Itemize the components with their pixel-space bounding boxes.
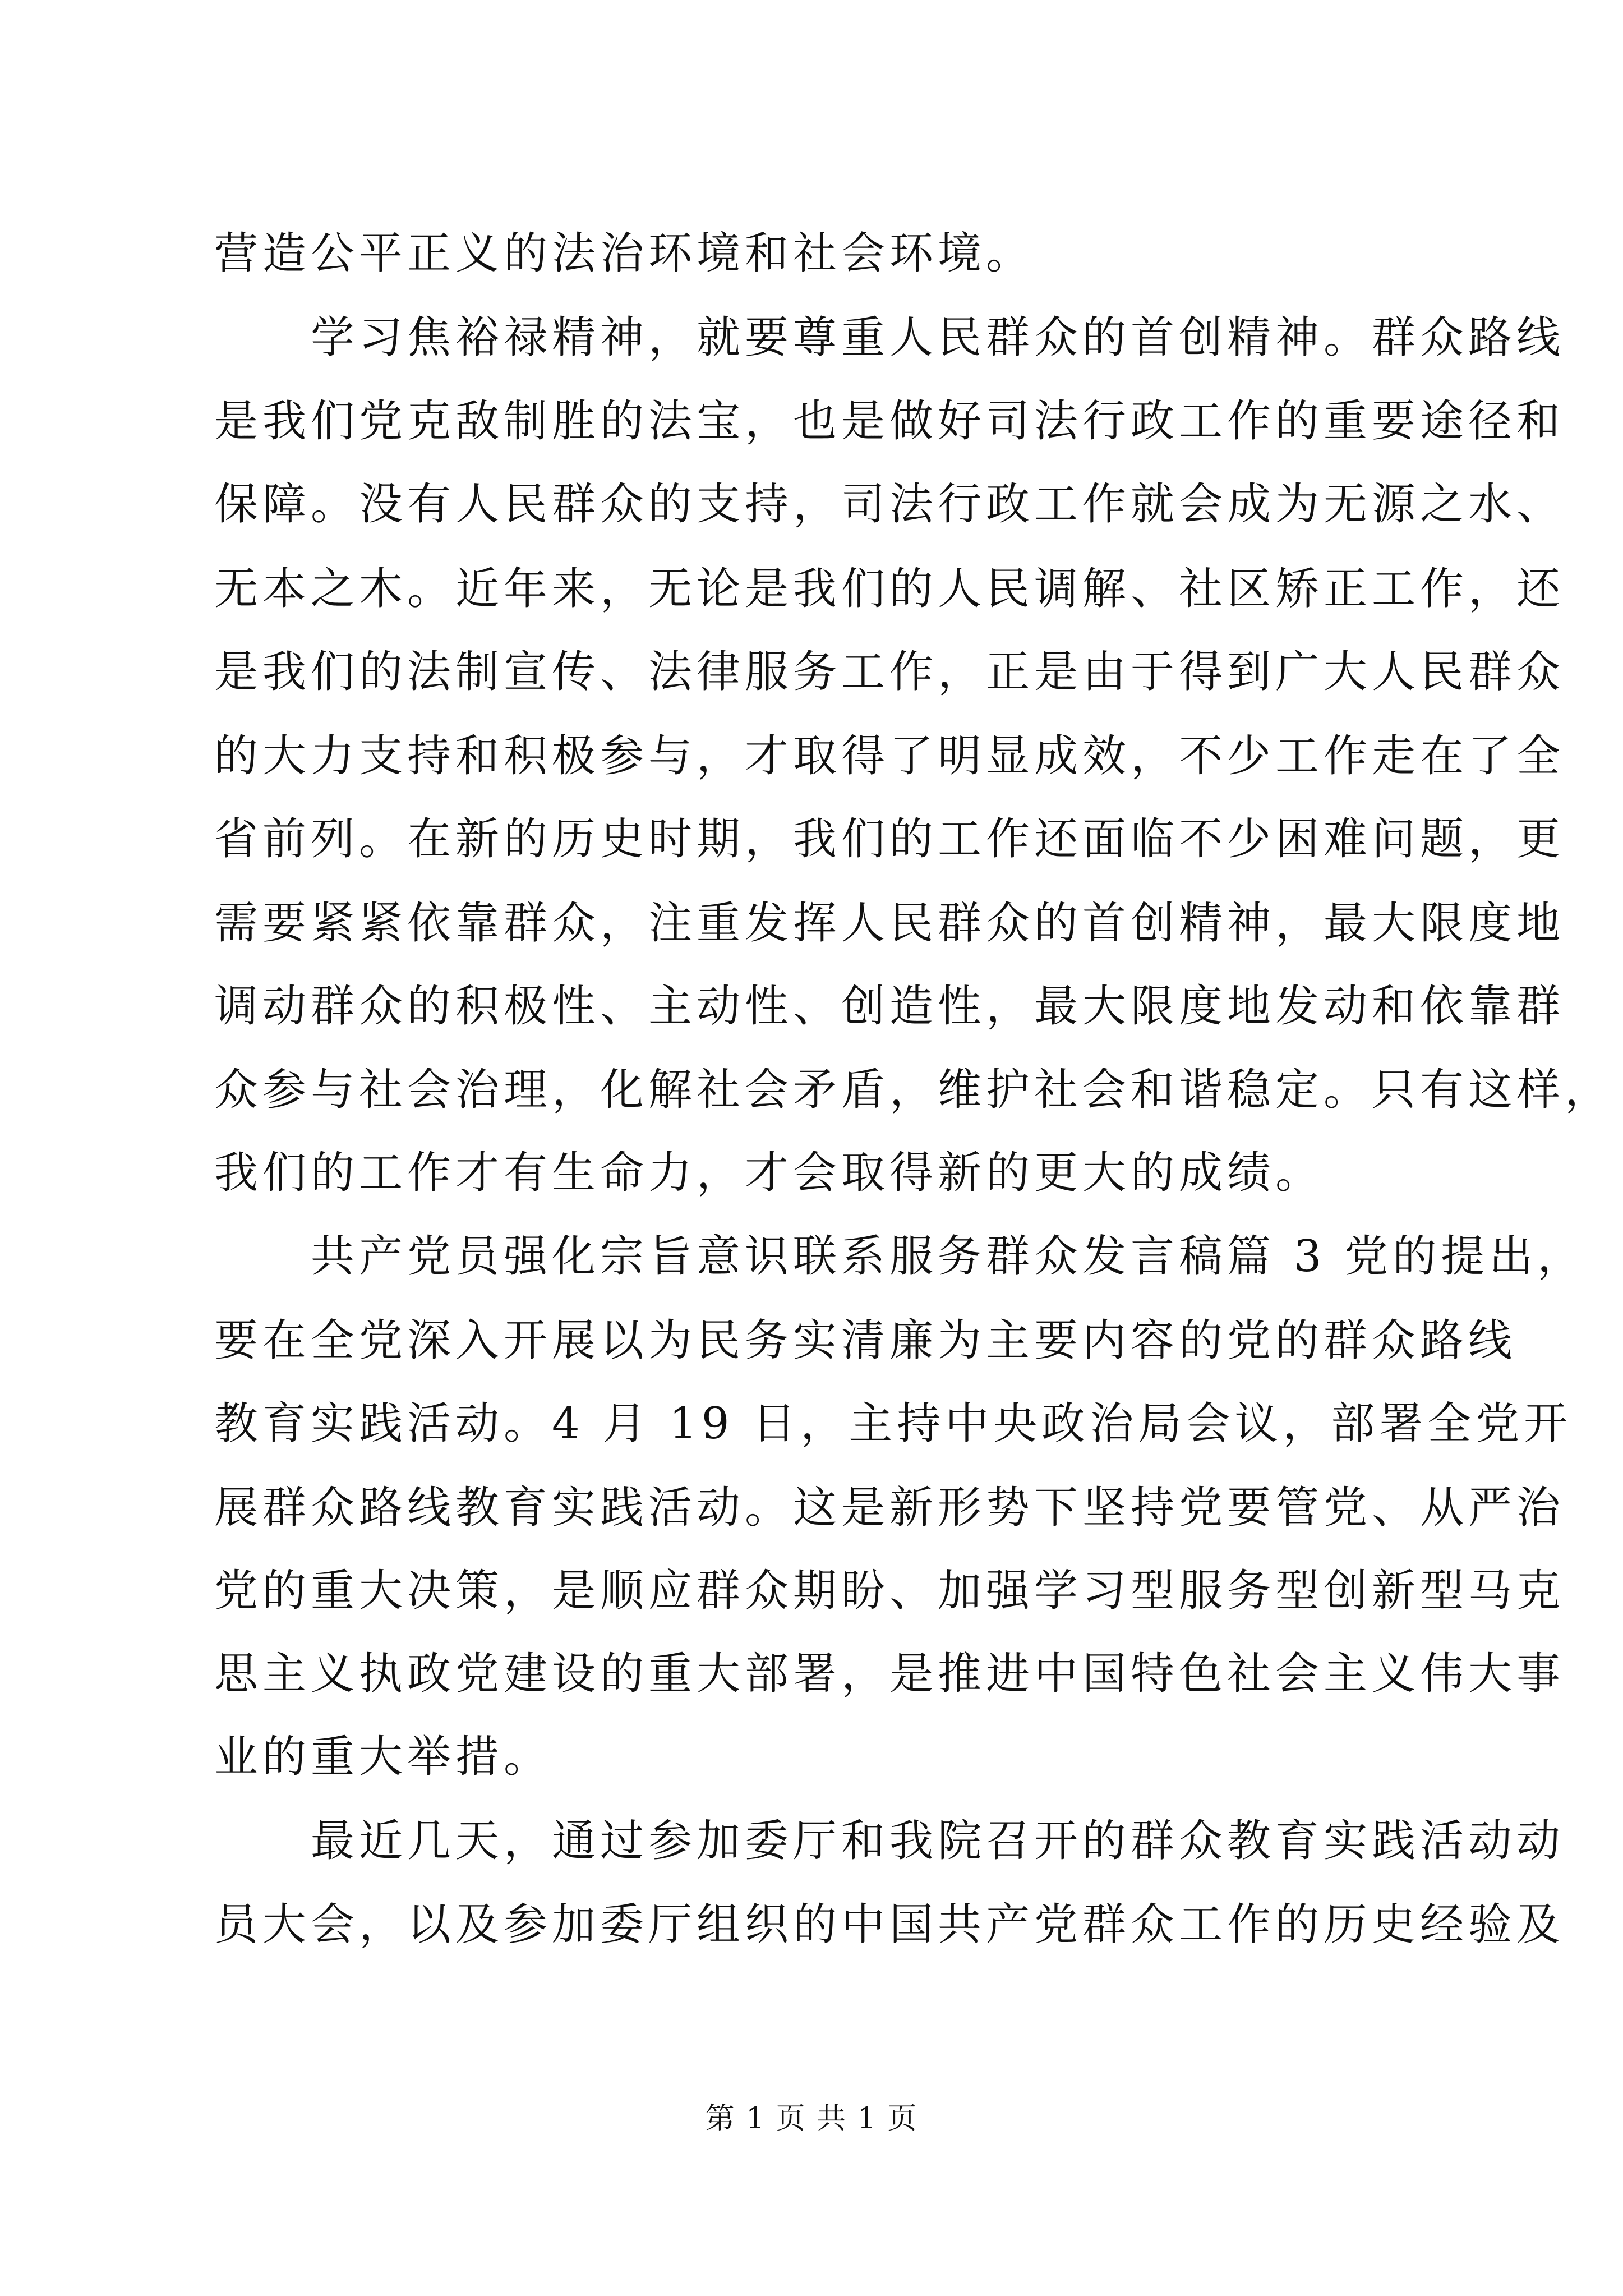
- text-line: 思主义执政党建设的重大部署，是推进中国特色社会主义伟大事: [214, 1649, 1565, 1699]
- text-line: 共产党员强化宗旨意识联系服务群众发言稿篇 3 党的提出，: [214, 1231, 1586, 1282]
- text-line: 员大会，以及参加委厅组织的中国共产党群众工作的历史经验及: [214, 1899, 1565, 1950]
- text-line: 无本之木。近年来，无论是我们的人民调解、社区矫正工作，还: [214, 564, 1565, 614]
- text-line: 业的重大举措。: [214, 1732, 552, 1782]
- text-line: 需要紧紧依靠群众，注重发挥人民群众的首创精神，最大限度地: [214, 898, 1565, 949]
- text-line: 要在全党深入开展以为民务实清廉为主要内容的党的群众路线: [214, 1315, 1517, 1366]
- text-line: 教育实践活动。4 月 19 日，主持中央政治局会议，部署全党开: [214, 1398, 1573, 1449]
- text-line: 众参与社会治理，化解社会矛盾，维护社会和谐稳定。只有这样，: [214, 1065, 1613, 1115]
- text-line: 保障。没有人民群众的支持，司法行政工作就会成为无源之水、: [214, 479, 1565, 530]
- text-line: 最近几天，通过参加委厅和我院召开的群众教育实践活动动: [214, 1816, 1565, 1866]
- page-footer: 第 1 页 共 1 页: [705, 2102, 918, 2136]
- text-line: 调动群众的积极性、主动性、创造性，最大限度地发动和依靠群: [214, 981, 1565, 1032]
- text-line: 是我们党克敌制胜的法宝，也是做好司法行政工作的重要途径和: [214, 396, 1565, 447]
- text-line: 党的重大决策，是顺应群众期盼、加强学习型服务型创新型马克: [214, 1566, 1565, 1616]
- text-line: 展群众路线教育实践活动。这是新形势下坚持党要管党、从严治: [214, 1483, 1565, 1533]
- text-line: 营造公平正义的法治环境和社会环境。: [214, 228, 1035, 279]
- text-line: 我们的工作才有生命力，才会取得新的更大的成绩。: [214, 1148, 1324, 1198]
- text-line: 是我们的法制宣传、法律服务工作，正是由于得到广大人民群众: [214, 647, 1565, 697]
- text-line: 学习焦裕禄精神，就要尊重人民群众的首创精神。群众路线: [214, 312, 1565, 363]
- text-line: 省前列。在新的历史时期，我们的工作还面临不少困难问题，更: [214, 814, 1565, 864]
- text-line: 的大力支持和积极参与，才取得了明显成效，不少工作走在了全: [214, 731, 1565, 781]
